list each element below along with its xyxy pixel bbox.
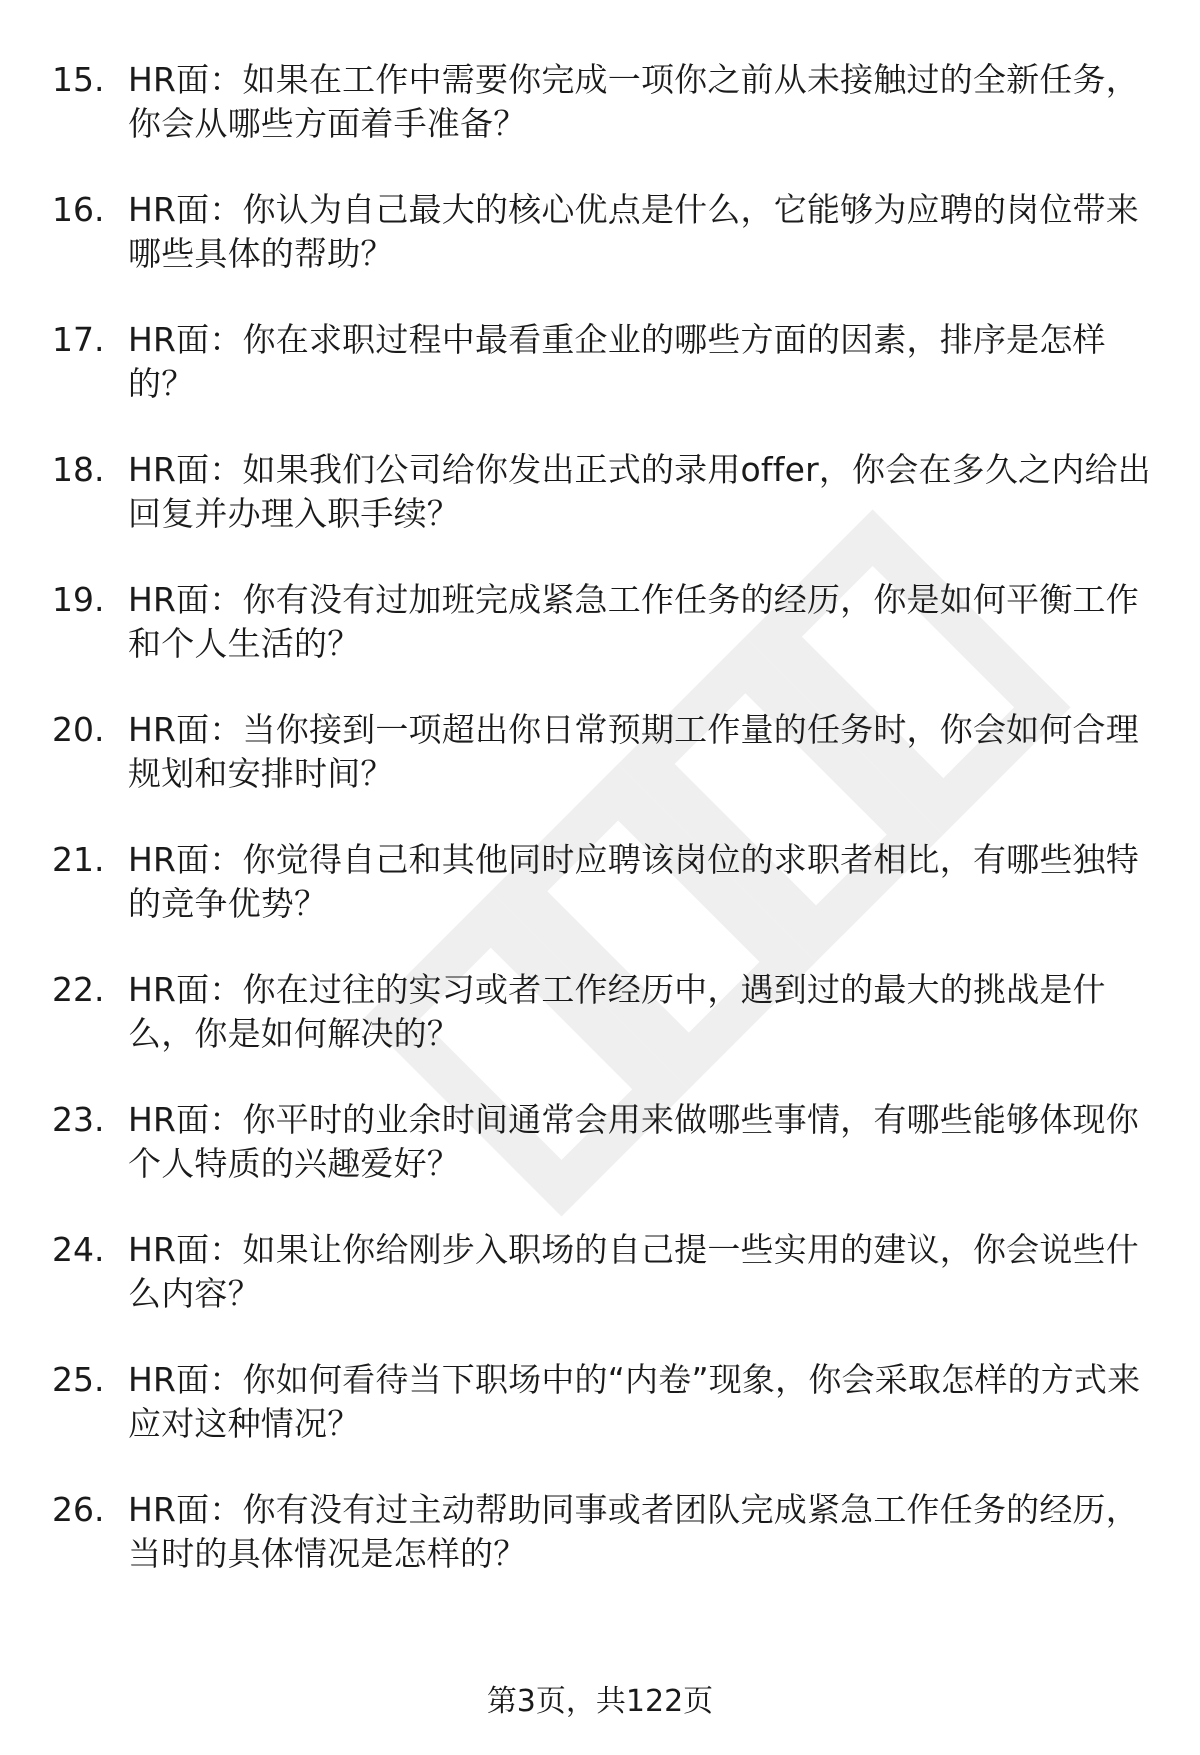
- list-item: [0, 578, 1200, 708]
- question-number: 16.: [52, 190, 105, 229]
- question-number: 25.: [52, 1360, 105, 1399]
- list-item: [0, 1358, 1200, 1488]
- question-number: 17.: [52, 320, 105, 359]
- list-item: [0, 708, 1200, 838]
- question-text: HR面：你有没有过主动帮助同事或者团队完成紧急工作任务的经历，当时的具体情况是怎样的？: [128, 1490, 1139, 1573]
- question-number: 22.: [52, 970, 105, 1009]
- question-text: HR面：当你接到一项超出你日常预期工作量的任务时，你会如何合理规划和安排时间？: [128, 710, 1139, 793]
- question-text: HR面：你在过往的实习或者工作经历中，遇到过的最大的挑战是什么，你是如何解决的？: [128, 970, 1106, 1053]
- question-number: 21.: [52, 840, 105, 879]
- list-item: [0, 1488, 1200, 1618]
- list-item: [0, 188, 1200, 318]
- question-text: HR面：你认为自己最大的核心优点是什么，它能够为应聘的岗位带来哪些具体的帮助？: [128, 190, 1139, 273]
- question-number: 20.: [52, 710, 105, 749]
- list-item: [0, 1228, 1200, 1358]
- question-number: 24.: [52, 1230, 105, 1269]
- list-item: [0, 318, 1200, 448]
- list-item: [0, 58, 1200, 188]
- question-number: 26.: [52, 1490, 105, 1529]
- question-number: 18.: [52, 450, 105, 489]
- list-item: [0, 968, 1200, 1098]
- question-text: HR面：你平时的业余时间通常会用来做哪些事情，有哪些能够体现你个人特质的兴趣爱好？: [128, 1100, 1139, 1183]
- question-text: HR面：如果在工作中需要你完成一项你之前从未接触过的全新任务，你会从哪些方面着手准备？: [128, 60, 1139, 143]
- page-footer: [0, 1682, 1200, 1722]
- question-text: HR面：你如何看待当下职场中的“内卷”现象，你会采取怎样的方式来应对这种情况？: [128, 1360, 1141, 1443]
- question-list: [0, 58, 1200, 1618]
- page-number-label: 第3页，共122页: [486, 1684, 714, 1719]
- list-item: [0, 1098, 1200, 1228]
- question-text: HR面：如果让你给刚步入职场的自己提一些实用的建议，你会说些什么内容？: [128, 1230, 1139, 1313]
- question-text: HR面：你觉得自己和其他同时应聘该岗位的求职者相比，有哪些独特的竞争优势？: [128, 840, 1139, 923]
- question-number: 19.: [52, 580, 105, 619]
- question-number: 23.: [52, 1100, 105, 1139]
- question-number: 15.: [52, 60, 105, 99]
- list-item: [0, 448, 1200, 578]
- list-item: [0, 838, 1200, 968]
- question-text: HR面：你有没有过加班完成紧急工作任务的经历，你是如何平衡工作和个人生活的？: [128, 580, 1139, 663]
- question-text: HR面：如果我们公司给你发出正式的录用offer，你会在多久之内给出回复并办理入职手续？: [128, 450, 1151, 533]
- question-text: HR面：你在求职过程中最看重企业的哪些方面的因素，排序是怎样的？: [128, 320, 1106, 403]
